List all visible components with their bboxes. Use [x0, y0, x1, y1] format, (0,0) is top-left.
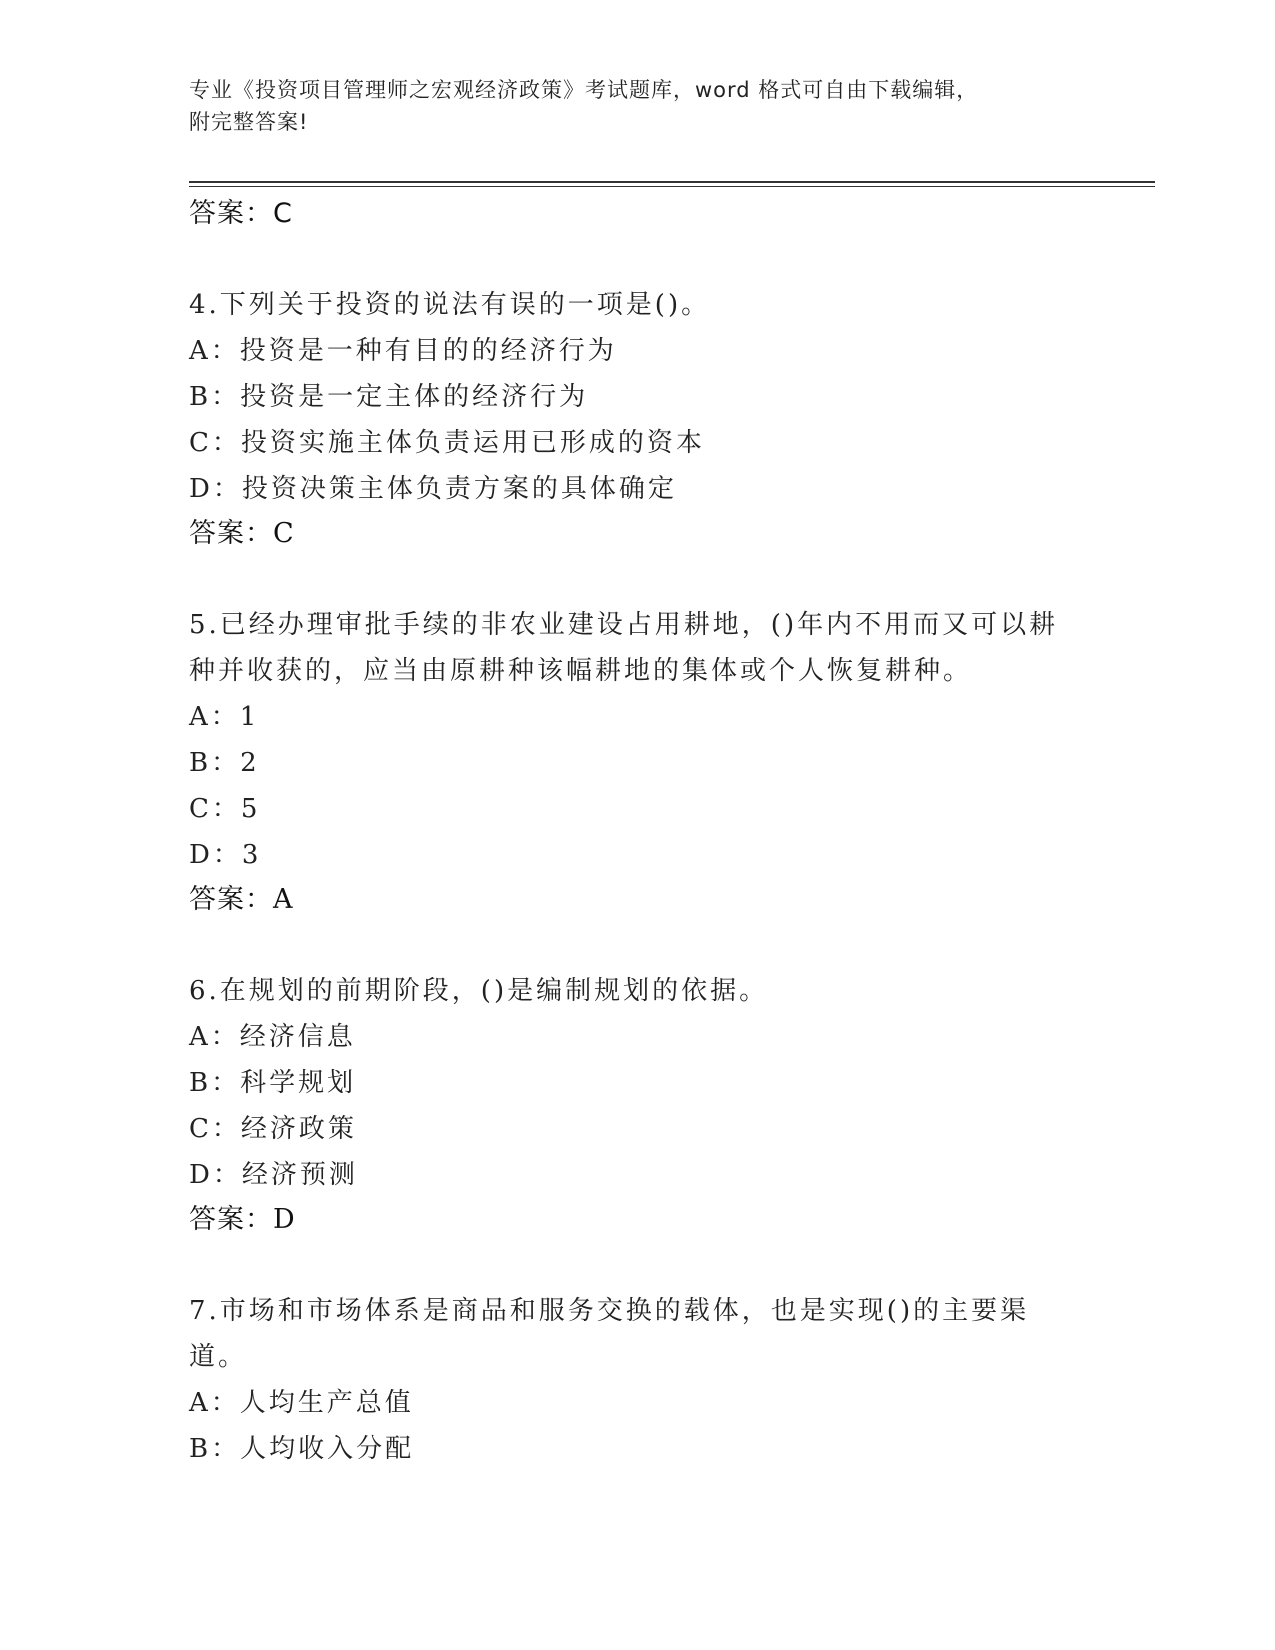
answer-line: 答案：A: [189, 884, 294, 915]
question-text: 7.市场和市场体系是商品和服务交换的载体，也是实现()的主要渠道。: [189, 1296, 1030, 1372]
question-text: 6.在规划的前期阶段，()是编制规划的依据。: [189, 976, 769, 1006]
option-b: B：人均收入分配: [189, 1434, 415, 1464]
question-list: [189, 188, 1069, 1472]
option-c: C：经济政策: [189, 1114, 357, 1144]
option-b: B：2: [189, 748, 260, 778]
option-d: D：经济预测: [189, 1160, 358, 1190]
question-text: 5.已经办理审批手续的非农业建设占用耕地，()年内不用而又可以耕种并收获的，应当由原耕种该幅耕地的集体或个人恢复耕种。: [189, 610, 1059, 686]
answer-line: 答案：C: [189, 518, 295, 549]
option-d: D：3: [189, 840, 262, 870]
option-d: D：投资决策主体负责方案的具体确定: [189, 474, 677, 504]
question-text: 4.下列关于投资的说法有误的一项是()。: [189, 290, 711, 320]
answer-line: 答案：D: [189, 1204, 296, 1235]
question-7: [189, 1288, 1069, 1472]
question-4: [189, 282, 1069, 556]
document-header: [189, 74, 1069, 138]
option-b: B：科学规划: [189, 1068, 357, 1098]
header-divider-thin: [189, 186, 1155, 187]
option-c: C：5: [189, 794, 261, 824]
header-divider-thick: [189, 181, 1155, 183]
option-a: A：人均生产总值: [189, 1388, 414, 1418]
option-a: A：投资是一种有目的的经济行为: [189, 336, 617, 366]
option-a: A：1: [189, 702, 260, 732]
option-b: B：投资是一定主体的经济行为: [189, 382, 589, 412]
option-a: A：经济信息: [189, 1022, 356, 1052]
option-c: C：投资实施主体负责运用已形成的资本: [189, 428, 705, 458]
question-6: [189, 968, 1069, 1242]
question-5: [189, 602, 1069, 922]
answer-line: 答案：C: [189, 198, 293, 229]
header-line-1: 专业《投资项目管理师之宏观经济政策》考试题库，word 格式可自由下载编辑，: [189, 78, 979, 102]
header-line-2: 附完整答案!: [189, 110, 309, 134]
